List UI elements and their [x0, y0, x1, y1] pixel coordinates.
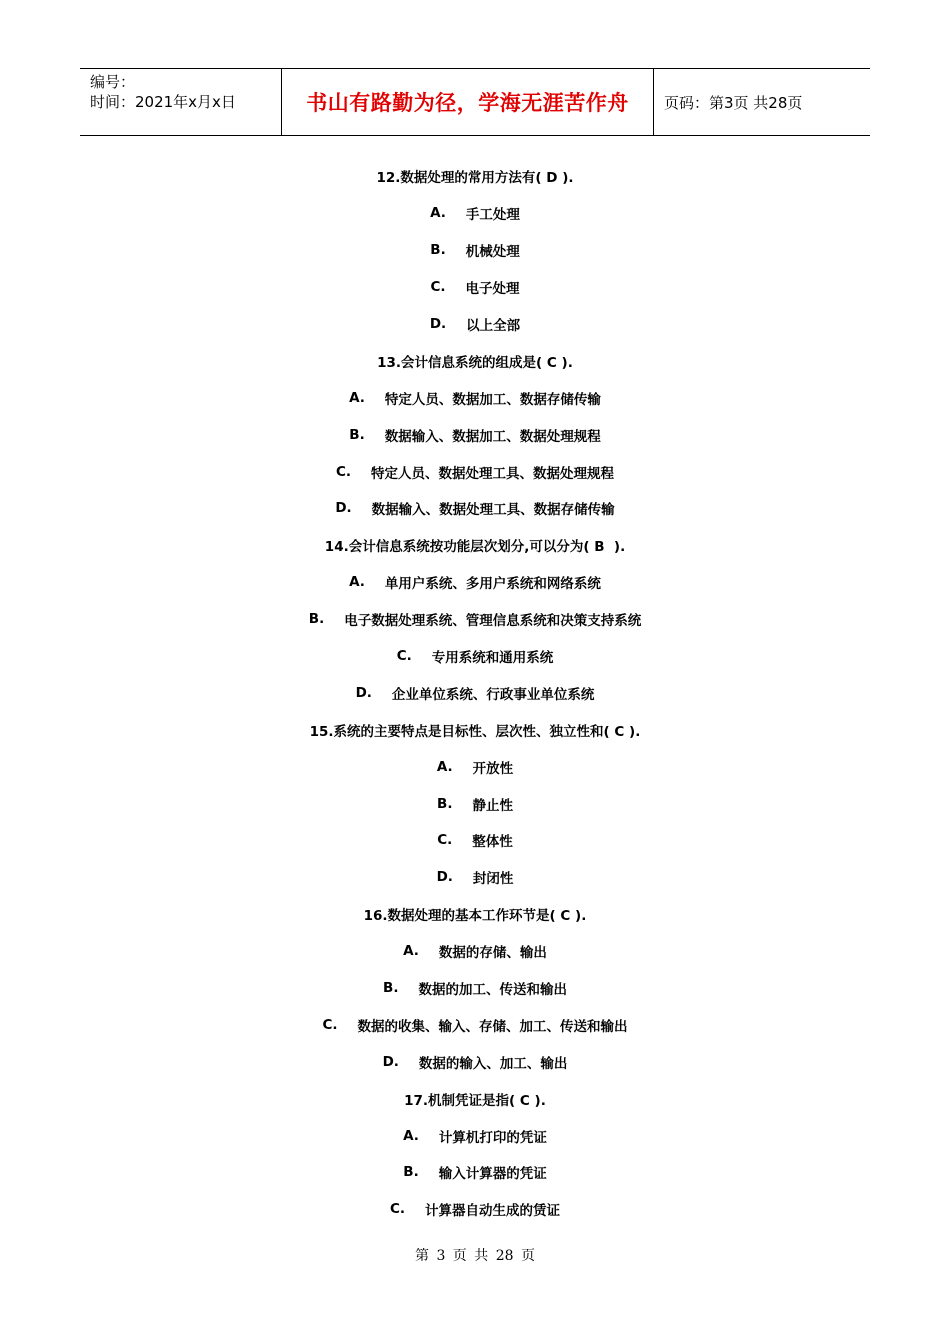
question-list: [0, 158, 950, 1228]
option-text: 开放性: [472, 760, 514, 777]
option-text: 电子数据处理系统、管理信息系统和决策支持系统: [344, 613, 642, 630]
option-text: 手工处理: [465, 207, 520, 224]
option-letter: B.: [308, 611, 325, 628]
answer-option: [0, 748, 950, 785]
answer-option: [0, 674, 950, 711]
option-text: 输入计算器的凭证: [438, 1166, 547, 1183]
answer-option: [0, 1043, 950, 1080]
option-text: 数据的存储、输出: [438, 945, 547, 962]
answer-option: [0, 785, 950, 822]
answer-option: [0, 195, 950, 232]
option-letter: A.: [403, 1127, 419, 1144]
answer-option: [0, 490, 950, 527]
option-letter: D.: [335, 500, 352, 517]
option-letter: D.: [355, 684, 372, 701]
option-letter: A.: [403, 943, 419, 960]
option-letter: B.: [383, 980, 399, 997]
question-text: 16.数据处理的基本工作环节是( C ).: [363, 908, 587, 925]
header-page-info: 页码：第3页 共28页: [664, 93, 803, 112]
option-letter: C.: [437, 832, 453, 849]
option-letter: A.: [430, 205, 446, 222]
question-text: 14.会计信息系统按功能层次划分,可以分为( B ).: [324, 539, 626, 556]
option-text: 特定人员、数据处理工具、数据处理规程: [371, 465, 615, 482]
option-text: 封闭性: [472, 871, 514, 888]
option-letter: D.: [429, 316, 447, 332]
answer-option: [0, 822, 950, 859]
answer-option: [0, 859, 950, 896]
option-text: 数据的收集、输入、存储、加工、传送和输出: [357, 1018, 628, 1035]
option-letter: C.: [396, 648, 412, 665]
option-letter: A.: [349, 574, 365, 591]
option-text: 专用系统和通用系统: [431, 650, 554, 667]
option-text: 企业单位系统、行政事业单位系统: [391, 686, 595, 703]
answer-option: [0, 1006, 950, 1043]
option-letter: B.: [430, 242, 446, 259]
option-letter: B.: [437, 795, 453, 812]
option-text: 数据输入、数据加工、数据处理规程: [384, 428, 601, 445]
answer-option: [0, 232, 950, 269]
option-letter: C.: [335, 463, 352, 480]
option-letter: A.: [349, 389, 365, 406]
option-letter: C.: [322, 1016, 338, 1033]
answer-option: [0, 933, 950, 970]
answer-option: [0, 379, 950, 416]
option-letter: B.: [349, 426, 365, 443]
answer-option: [0, 970, 950, 1007]
option-text: 数据输入、数据处理工具、数据存储传输: [371, 502, 615, 519]
document-number-label: 编号：: [90, 73, 136, 91]
page-header: [80, 68, 870, 136]
option-text: 单用户系统、多用户系统和网络系统: [384, 576, 601, 593]
page-footer: 第 3 页 共 28 页: [415, 1248, 535, 1264]
document-time-label: 时间：2021年x月x日: [90, 93, 236, 111]
option-letter: D.: [382, 1053, 399, 1070]
option-text: 整体性: [472, 834, 513, 851]
answer-option: [0, 453, 950, 490]
option-text: 数据的加工、传送和输出: [418, 982, 567, 999]
question-text: 15.系统的主要特点是目标性、层次性、独立性和( C ).: [309, 723, 641, 740]
answer-option: [0, 601, 950, 638]
option-text: 电子处理: [465, 281, 520, 298]
question-text: 13.会计信息系统的组成是( C ).: [377, 354, 573, 371]
answer-option: [0, 1117, 950, 1154]
answer-option: [0, 1154, 950, 1191]
option-text: 特定人员、数据加工、数据存储传输: [384, 391, 601, 408]
question-text: 17.机制凭证是指( C ).: [404, 1092, 546, 1109]
option-text: 机械处理: [465, 244, 520, 261]
answer-option: [0, 1191, 950, 1228]
answer-option: [0, 269, 950, 306]
option-letter: A.: [436, 758, 453, 775]
option-text: 计算器自动生成的赁证: [425, 1203, 561, 1220]
option-text: 计算机打印的凭证: [438, 1129, 547, 1146]
option-letter: C.: [389, 1201, 406, 1218]
header-meta-cell: [80, 69, 281, 135]
answer-option: [0, 306, 950, 343]
answer-option: [0, 564, 950, 601]
option-letter: B.: [403, 1164, 419, 1181]
question-text: 12.数据处理的常用方法有( D ).: [376, 170, 574, 187]
header-motto: 书山有路勤为径，学海无涯苦作舟: [281, 69, 654, 135]
option-text: 以上全部: [466, 318, 521, 334]
option-letter: C.: [430, 279, 446, 296]
answer-option: [0, 638, 950, 675]
option-text: 静止性: [472, 797, 513, 814]
option-letter: D.: [436, 869, 453, 886]
option-text: 数据的输入、加工、输出: [418, 1055, 568, 1072]
answer-option: [0, 416, 950, 453]
